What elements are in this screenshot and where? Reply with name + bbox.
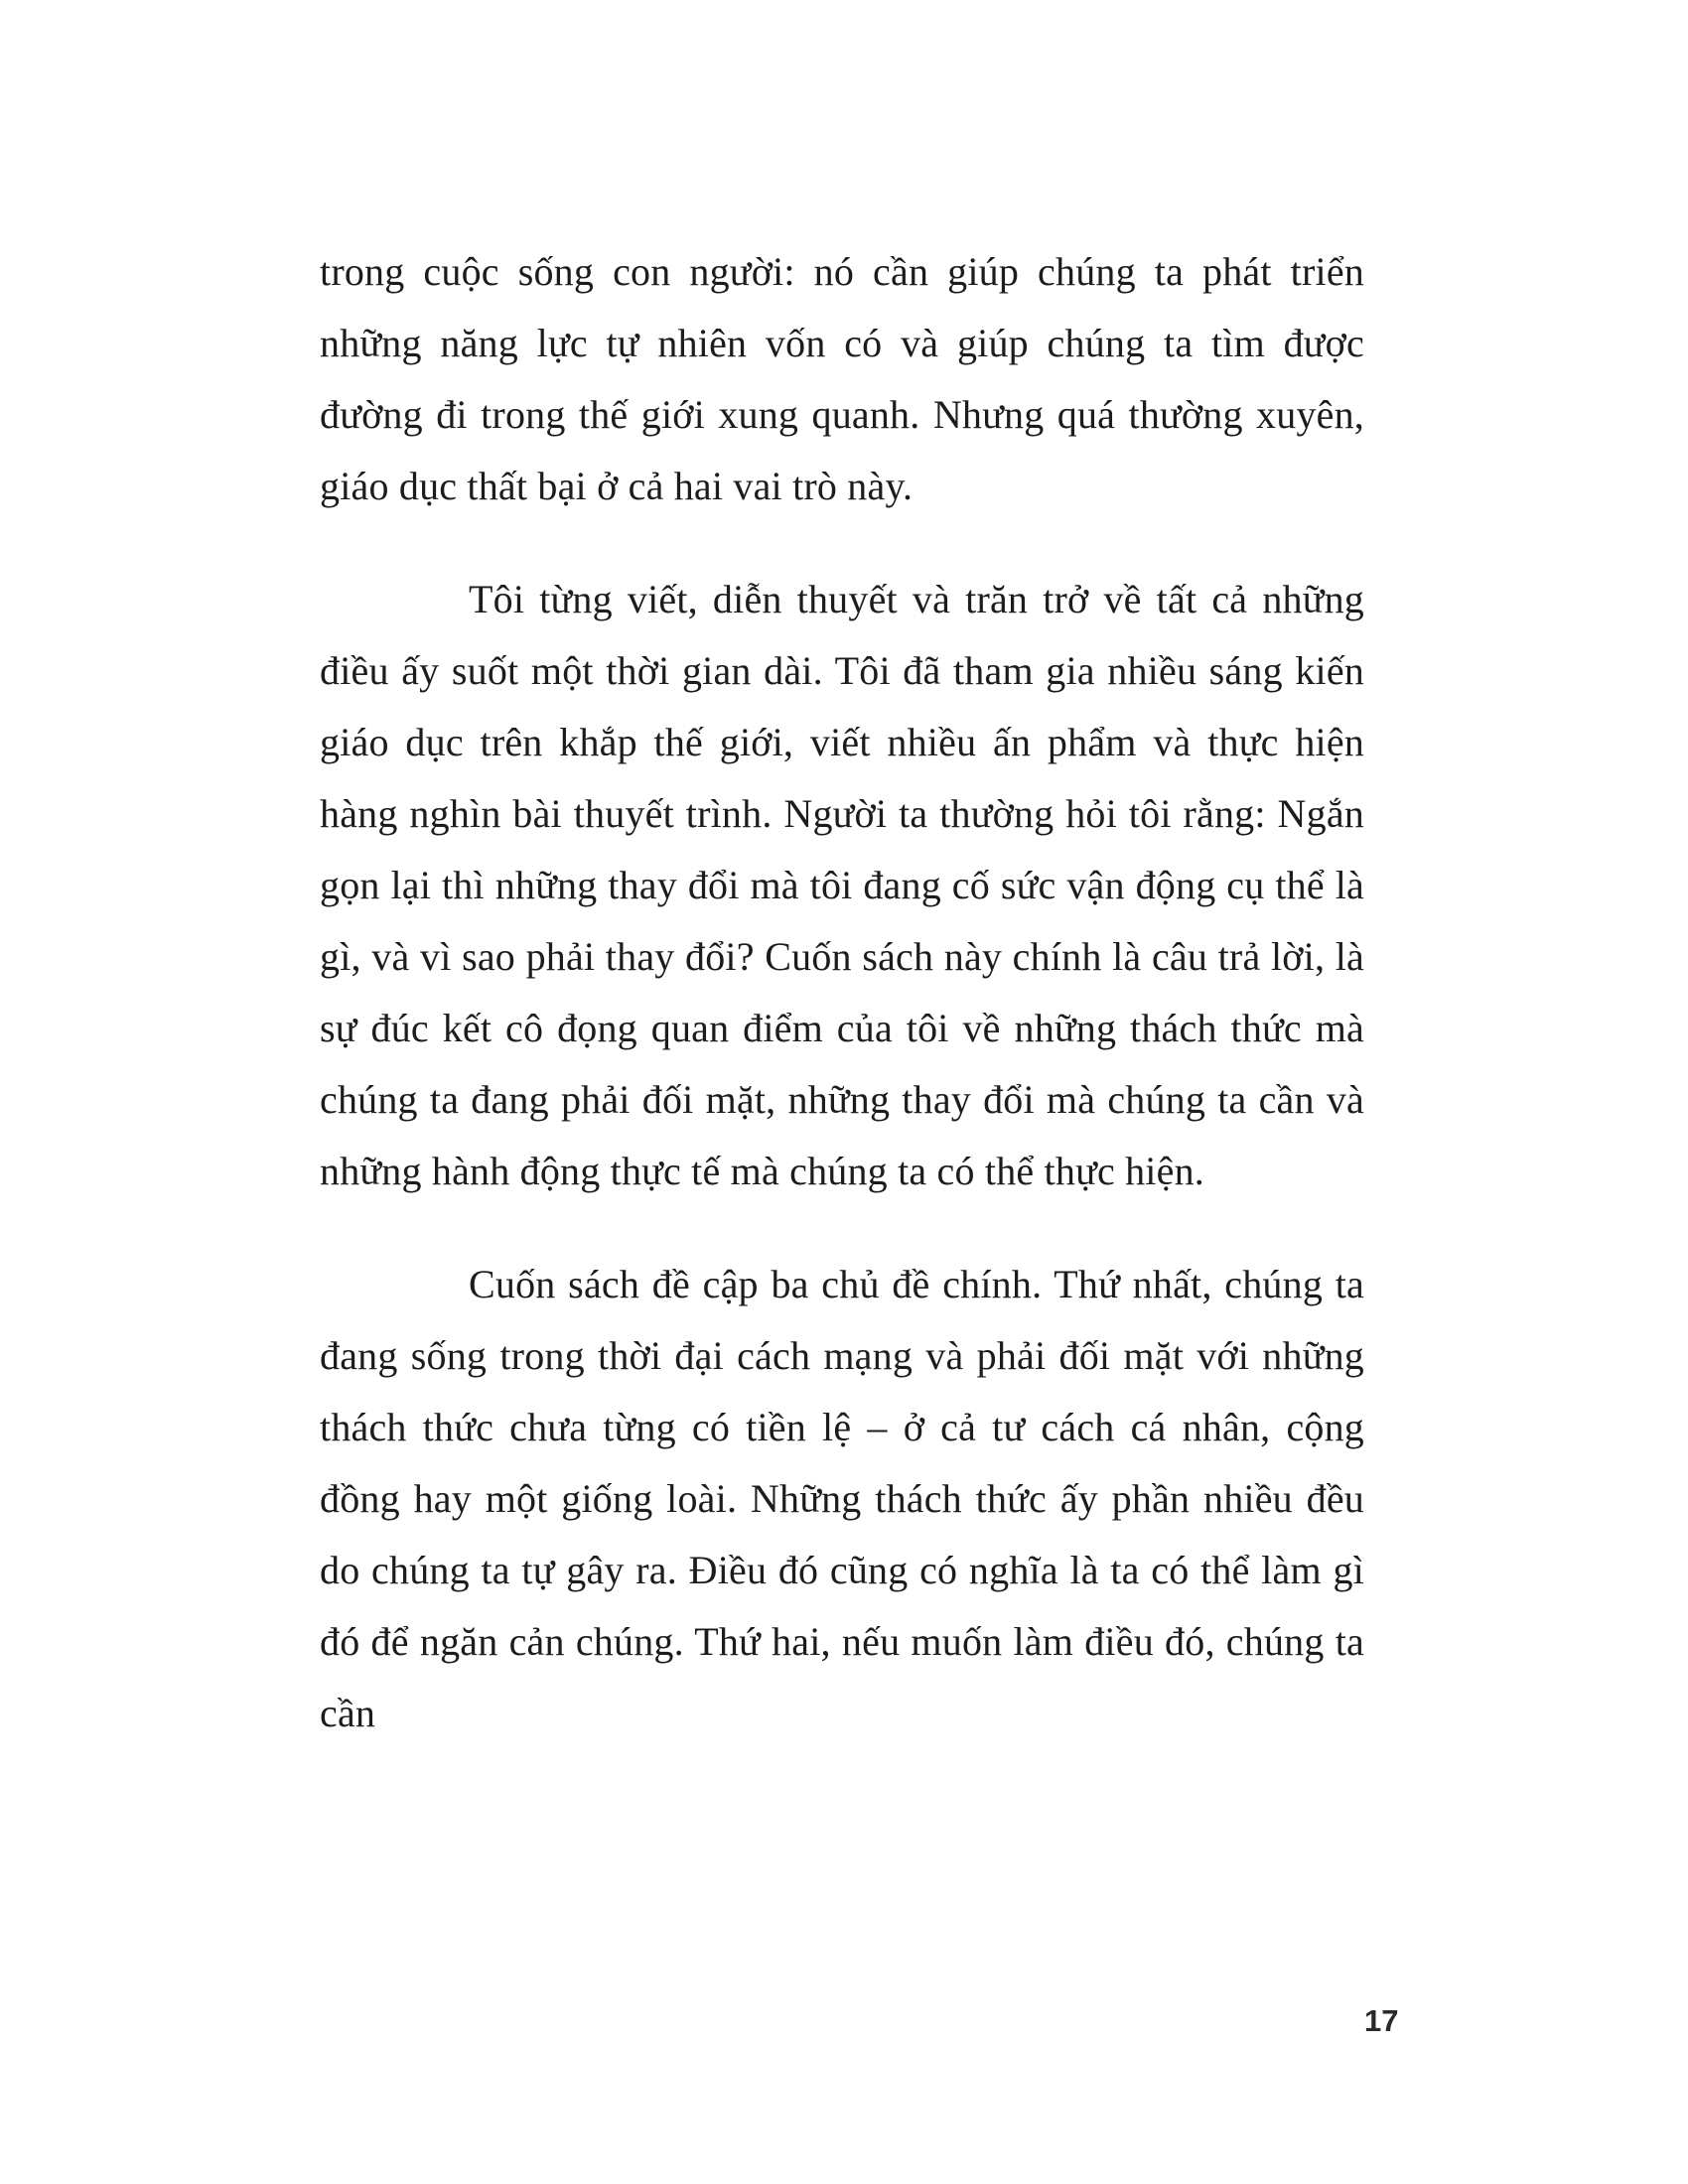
page-number: 17 <box>1364 2003 1399 2038</box>
paragraph: trong cuộc sống con người: nó cần giúp chúng ta phát triển những năng lực tự nhiên vốn có và giúp chúng ta tìm được đường đi trong thế giới xung quanh. Nhưng quá thường xuyên, giáo dục thất bại ở cả hai vai trò này. <box>320 249 1364 508</box>
paragraph: Tôi từng viết, diễn thuyết và trăn trở về tất cả những điều ấy suốt một thời gian dài. Tôi đã tham gia nhiều sáng kiến giáo dục trên khắp thế giới, viết nhiều ấn phẩm và thực hiện hàng nghìn bài thuyết trình. Người ta thường hỏi tôi rằng: Ngắn gọn lại thì những thay đổi mà tôi đang cố sức vận động cụ thể là gì, và vì sao phải thay đổi? Cuốn sách này chính là câu trả lời, là sự đúc kết cô đọng quan điểm của tôi về những thách thức mà chúng ta đang phải đối mặt, những thay đổi mà chúng ta cần và những hành động thực tế mà chúng ta có thể thực hiện. <box>320 577 1364 1193</box>
paragraph: Cuốn sách đề cập ba chủ đề chính. Thứ nhất, chúng ta đang sống trong thời đại cách mạng và phải đối mặt với những thách thức chưa từng có tiền lệ – ở cả tư cách cá nhân, cộng đồng hay một giống loài. Những thách thức ấy phần nhiều đều do chúng ta tự gây ra. Điều đó cũng có nghĩa là ta có thể làm gì đó để ngăn cản chúng. Thứ hai, nếu muốn làm điều đó, chúng ta cần <box>320 1262 1364 1735</box>
body-text <box>320 236 1364 1791</box>
